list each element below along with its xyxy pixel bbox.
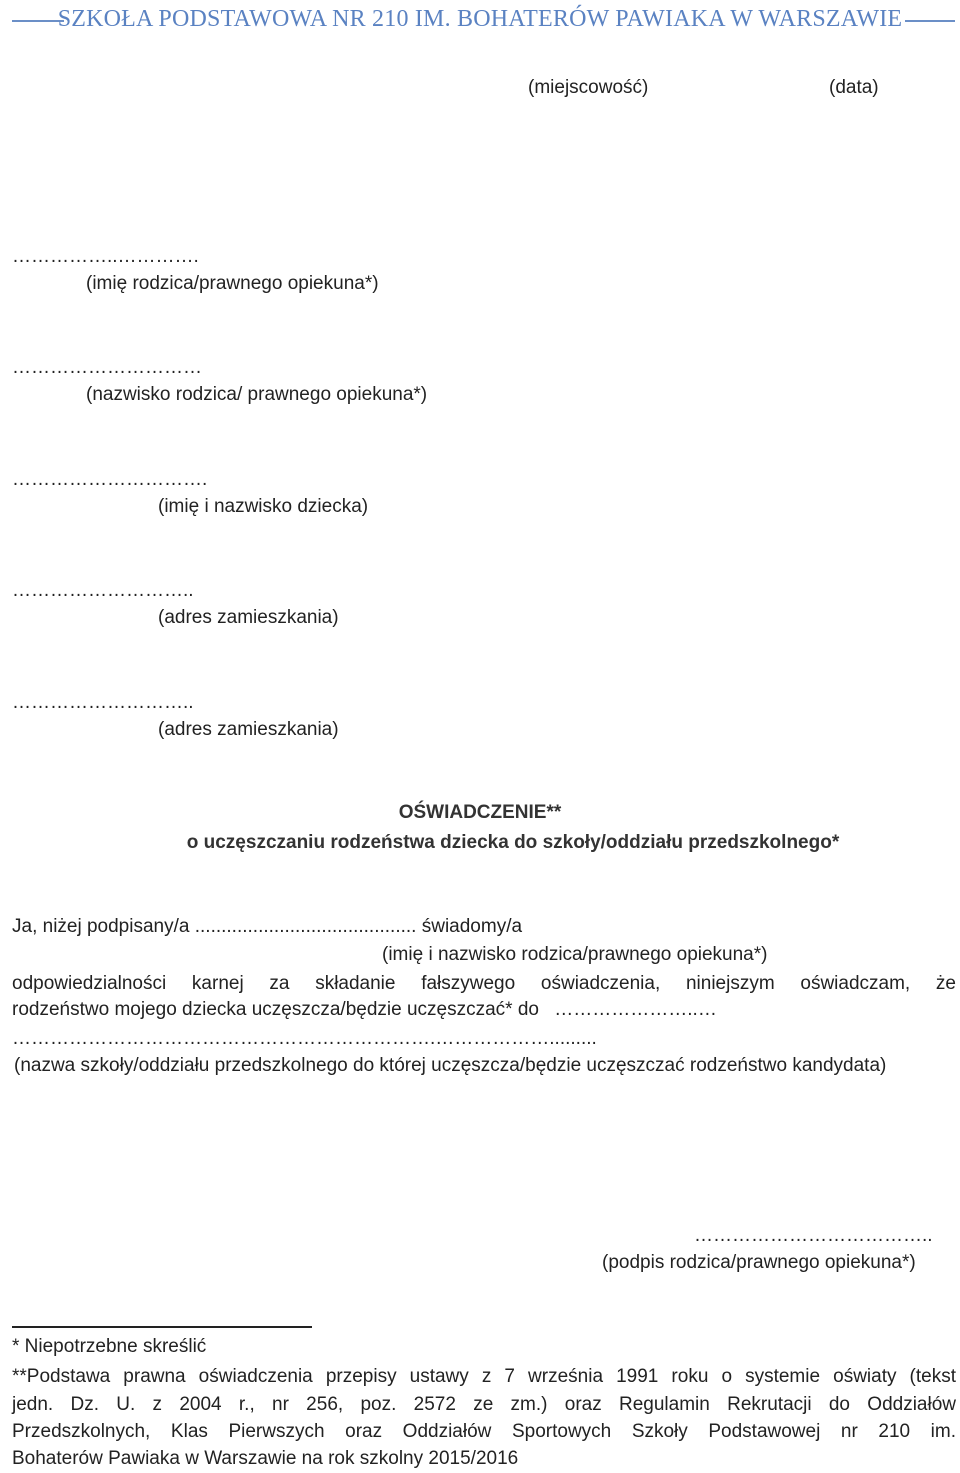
address-dots-1[interactable]: ………………………..	[12, 580, 194, 601]
parent-last-name-label: (nazwisko rodzica/ prawnego opiekuna*)	[86, 384, 428, 405]
statement-line1-start: Ja, niżej podpisany/a	[12, 916, 190, 937]
header-rule-right	[905, 20, 955, 22]
statement-line2: odpowiedzialności karnej za składanie fałszywego oświadczenia, niniejszym oświadczam, że	[12, 973, 956, 994]
child-name-dots[interactable]: ………………………….	[12, 469, 208, 490]
statement-subtitle: o uczęszczaniu rodzeństwa dziecka do szkoły/oddziału przedszkolnego*	[186, 832, 840, 853]
address-label-2: (adres zamieszkania)	[158, 719, 339, 740]
footnote-2-line4: Bohaterów Pawiaka w Warszawie na rok szkolny 2015/2016	[12, 1448, 519, 1469]
statement-name-hint: (imię i nazwisko rodzica/prawnego opiekuna*)	[382, 944, 768, 965]
statement-name-dots[interactable]: ..........................................	[194, 916, 417, 937]
date-label: (data)	[829, 77, 879, 98]
footnote-2-line3: Przedszkolnych, Klas Pierwszych oraz Oddziałów Sportowych Szkoły Podstawowej nr 210 im.	[12, 1421, 956, 1442]
school-dots-1[interactable]: …………………..…	[554, 999, 717, 1020]
school-name-header: SZKOŁA PODSTAWOWA NR 210 IM. BOHATERÓW PAWIAKA W WARSZAWIE	[57, 6, 903, 32]
signature-dots[interactable]: ………………………………..	[694, 1225, 933, 1246]
school-dots-2[interactable]: ………………………………………………………….……………….........	[12, 1028, 597, 1049]
statement-line3	[12, 999, 717, 1021]
address-label-1: (adres zamieszkania)	[158, 607, 339, 628]
signature-label: (podpis rodzica/prawnego opiekuna*)	[602, 1252, 916, 1273]
footnote-2-line2: jedn. Dz. U. z 2004 r., nr 256, poz. 2572 ze zm.) oraz Regulamin Rekrutacji do Oddziałów	[12, 1394, 956, 1415]
footnote-1: * Niepotrzebne skreślić	[12, 1336, 207, 1357]
parent-first-name-dots[interactable]: ……………..………….	[12, 246, 199, 267]
statement-title: OŚWIADCZENIE**	[398, 802, 562, 823]
child-name-label: (imię i nazwisko dziecka)	[158, 496, 369, 517]
place-label: (miejscowość)	[528, 77, 649, 98]
parent-last-name-dots[interactable]: …………………………	[12, 357, 202, 378]
statement-line1	[12, 916, 522, 938]
footnote-divider	[12, 1326, 312, 1328]
statement-line1-end: świadomy/a	[421, 916, 523, 937]
statement-line3-text: rodzeństwo mojego dziecka uczęszcza/będzie uczęszczać* do	[12, 999, 539, 1020]
parent-first-name-label: (imię rodzica/prawnego opiekuna*)	[86, 273, 379, 294]
address-dots-2[interactable]: ………………………..	[12, 692, 194, 713]
footnote-2-line1: **Podstawa prawna oświadczenia przepisy ustawy z 7 września 1991 roku o systemie oświaty (tekst	[12, 1366, 956, 1387]
school-name-hint: (nazwa szkoły/oddziału przedszkolnego do której uczęszcza/będzie uczęszczać rodzeństwo kandydata)	[14, 1055, 887, 1076]
